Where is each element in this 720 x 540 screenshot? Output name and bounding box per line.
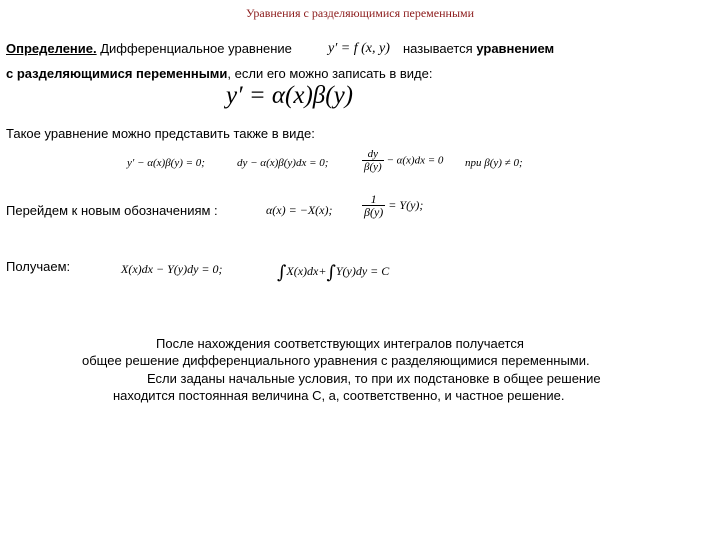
result-formula-2b: Y(y)dy = C [335, 264, 390, 278]
integral-symbol-1: ∫ [277, 262, 287, 283]
result-formula-2 [277, 262, 389, 283]
alt-fraction [362, 148, 384, 174]
alt-formula-3 [362, 148, 443, 174]
integral-symbol-2: ∫ [326, 262, 336, 283]
conclusion-line-3: Если заданы начальные условия, то при их подстановке в общее решение [147, 371, 601, 386]
result-formula-2a: X(x)dx+ [286, 264, 327, 278]
alt-formula-3-rest: − α(x)dx = 0 [386, 154, 444, 167]
definition-line2-text: , если его можно записать в виде: [227, 66, 433, 81]
definition-line2-bold: с разделяющимися переменными [6, 66, 228, 81]
substitution-formula-2-rest: = Y(y); [388, 197, 424, 212]
definition-text-before: Дифференциальное уравнение [96, 41, 292, 56]
substitution-label: Перейдем к новым обозначениям : [6, 203, 218, 218]
alt-form-label: Такое уравнение можно представить также в виде: [6, 126, 315, 141]
definition-line-2 [6, 66, 432, 81]
substitution-fraction-num: 1 [362, 193, 385, 206]
alt-fraction-num: dy [362, 148, 384, 161]
substitution-fraction [362, 193, 385, 219]
result-formula-1: X(x)dx − Y(y)dy = 0; [121, 262, 223, 276]
alt-formula-1: y′ − α(x)β(y) = 0; [127, 157, 205, 169]
definition-label: Определение. [6, 41, 97, 56]
conclusion-line-4: находится постоянная величина С, а, соответственно, и частное решение. [113, 388, 565, 403]
alt-formula-2: dy − α(x)β(y)dx = 0; [237, 157, 329, 169]
definition-text-after: называется [403, 41, 477, 56]
substitution-fraction-den: β(y) [364, 205, 384, 219]
page-title: Уравнения с разделяющимися переменными [245, 6, 475, 20]
definition-line-1-end [403, 41, 554, 56]
conclusion-line-1: После нахождения соответствующих интегралов получается [156, 336, 524, 351]
alt-formula-3-condition: при β(y) ≠ 0; [465, 157, 523, 169]
definition-bold-after: уравнением [476, 41, 555, 56]
definition-formula: y′ = f (x, y) [328, 41, 390, 56]
main-formula: y′ = α(x)β(y) [226, 82, 354, 109]
substitution-formula-1: α(x) = −X(x); [266, 203, 333, 217]
result-label: Получаем: [6, 259, 71, 274]
conclusion-line-2: общее решение дифференциального уравнения с разделяющимися переменными. [82, 353, 590, 368]
definition-line-1 [6, 41, 292, 56]
substitution-formula-2 [362, 193, 423, 219]
alt-fraction-den: β(y) [364, 161, 382, 173]
